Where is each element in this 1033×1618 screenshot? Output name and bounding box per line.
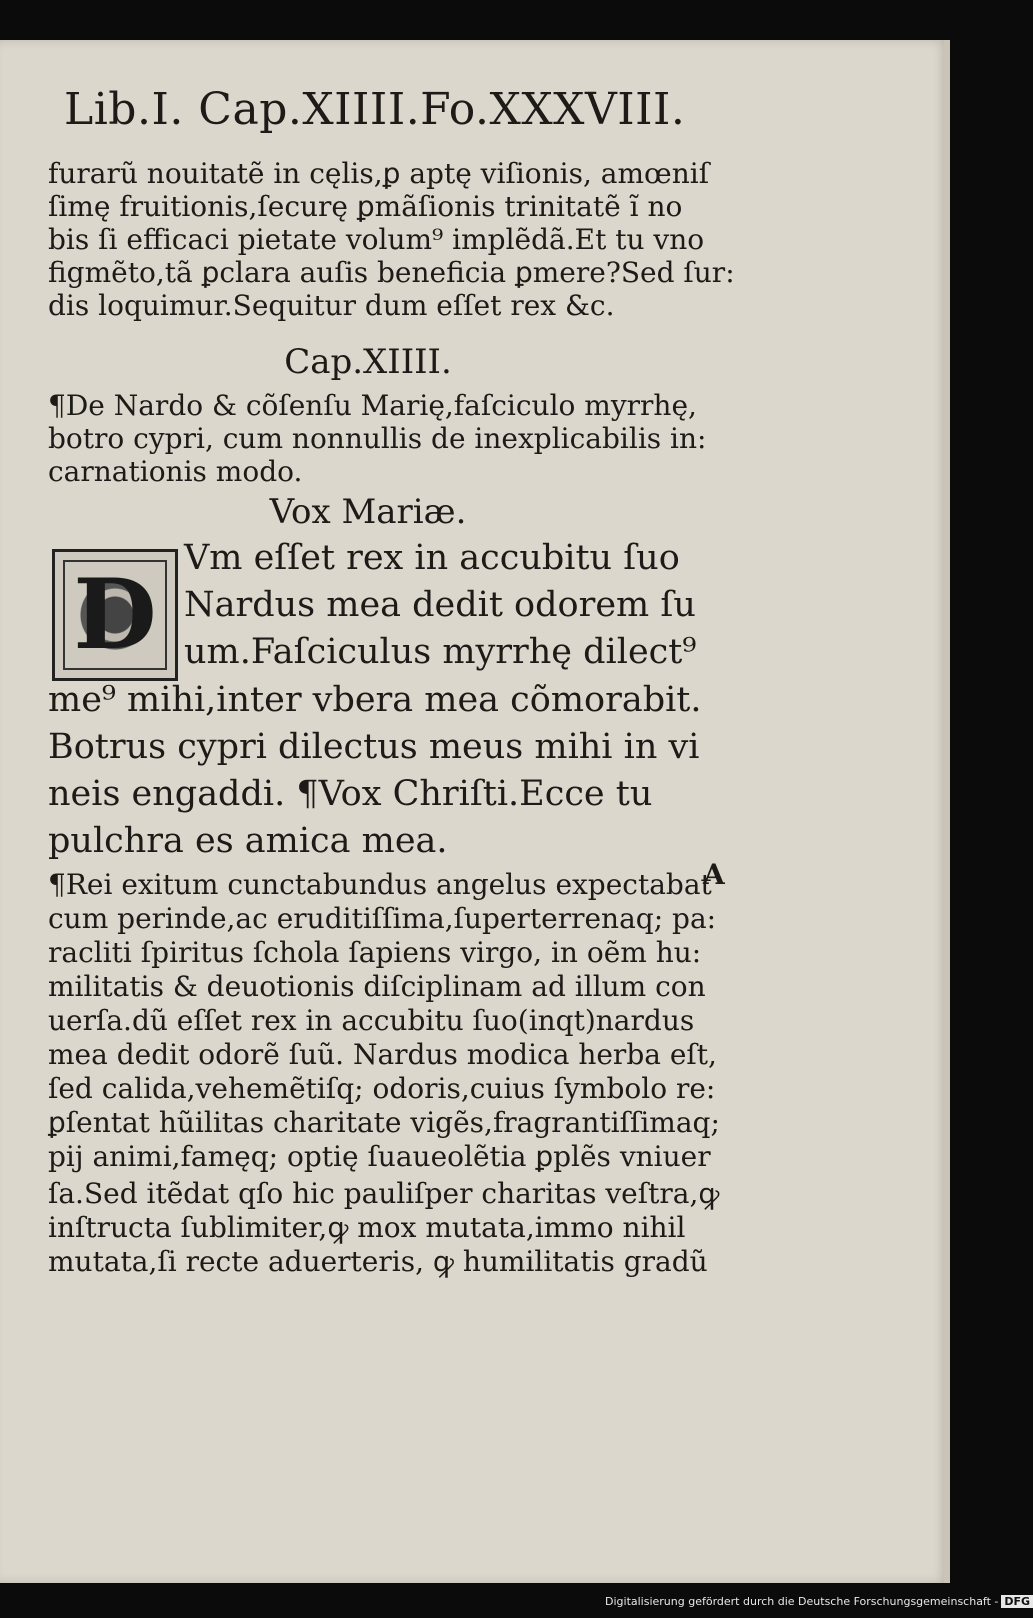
verse-line: Vm eſſet rex in accubitu ſuo	[184, 538, 680, 578]
intro-line: dis loquimur.Sequitur dum eſſet rex &c.	[48, 289, 615, 322]
margin-mark: A	[703, 858, 725, 891]
summary-line: ¶De Nardo & cõſenſu Marię,faſciculo myrrhę,	[48, 389, 697, 422]
comment-line: mutata,ſi recte aduerteris, ꝙ humilitatis gradũ	[48, 1245, 708, 1278]
intro-line: furarũ nouitatẽ in cęlis,ꝑ aptę viſionis, amœniſ	[48, 157, 710, 190]
comment-line: pij animi,famęq; optię ſuaueolẽtia ꝑplẽs vniuer	[48, 1140, 711, 1173]
comment-line: ¶Rei exitum cunctabundus angelus expectabat	[48, 868, 712, 901]
comment-line: militatis & deuotionis diſciplinam ad illum con	[48, 970, 706, 1003]
comment-line: ſed calida,vehemẽtiſq; odoris,cuius ſymbolo re:	[48, 1072, 716, 1105]
comment-line: ꝑſentat hũilitas charitate vigẽs,fragrantiſſimaq;	[48, 1106, 720, 1139]
comment-line: inſtructa ſublimiter,ꝙ mox mutata,immo nihil	[48, 1211, 686, 1244]
chapter-title: Cap.XIIII.	[284, 342, 452, 382]
verse-line: um.Faſciculus myrrhę dilect⁹	[184, 632, 697, 672]
initial-letter: D	[73, 558, 157, 671]
intro-line: ſimę fruitionis,ſecurę ꝑmãſionis trinitatẽ ĩ no	[48, 190, 683, 223]
vox-mariae-heading: Vox Mariæ.	[269, 492, 467, 532]
verse-line: Botrus cypri dilectus meus mihi in vi	[48, 727, 700, 767]
comment-line: cum perinde,ac eruditiſſima,ſuperterrenaq; pa:	[48, 902, 717, 935]
verse-line: Nardus mea dedit odorem ſu	[184, 585, 696, 625]
intro-line: figmẽto,tã ꝑclara auſis beneficia ꝑmere?Sed ſur:	[48, 256, 735, 289]
dfg-logo: DFG	[1001, 1595, 1033, 1608]
verse-line: neis engaddi. ¶Vox Chriſti.Ecce tu	[48, 774, 653, 814]
summary-line: botro cypri, cum nonnullis de inexplicabilis in:	[48, 422, 707, 455]
summary-line: carnationis modo.	[48, 455, 303, 488]
page-edge	[944, 40, 950, 1583]
comment-line: ſa.Sed itẽdat qſo hic pauliſper charitas veſtra,ꝙ	[48, 1177, 720, 1210]
comment-line: racliti ſpiritus ſchola ſapiens virgo, in oẽm hu:	[48, 936, 702, 969]
comment-line: uerſa.dũ eſſet rex in accubitu ſuo(inqt)nardus	[48, 1004, 695, 1037]
decorated-initial	[52, 549, 178, 681]
comment-line: mea dedit odorẽ ſuũ. Nardus modica herba eſt,	[48, 1038, 717, 1071]
intro-line: bis ſi efficaci pietate volum⁹ implẽdã.Et tu vno	[48, 223, 705, 256]
footer-text: Digitalisierung gefördert durch die Deutsche Forschungsgemeinschaft -	[605, 1595, 999, 1608]
digitization-footer	[605, 1595, 1033, 1608]
verse-line: me⁹ mihi,inter vbera mea cõmorabit.	[48, 680, 702, 720]
running-header: Lib.I. Cap.XIIII.Fo.XXXVIII.	[64, 84, 686, 135]
verse-line: pulchra es amica mea.	[48, 821, 448, 861]
